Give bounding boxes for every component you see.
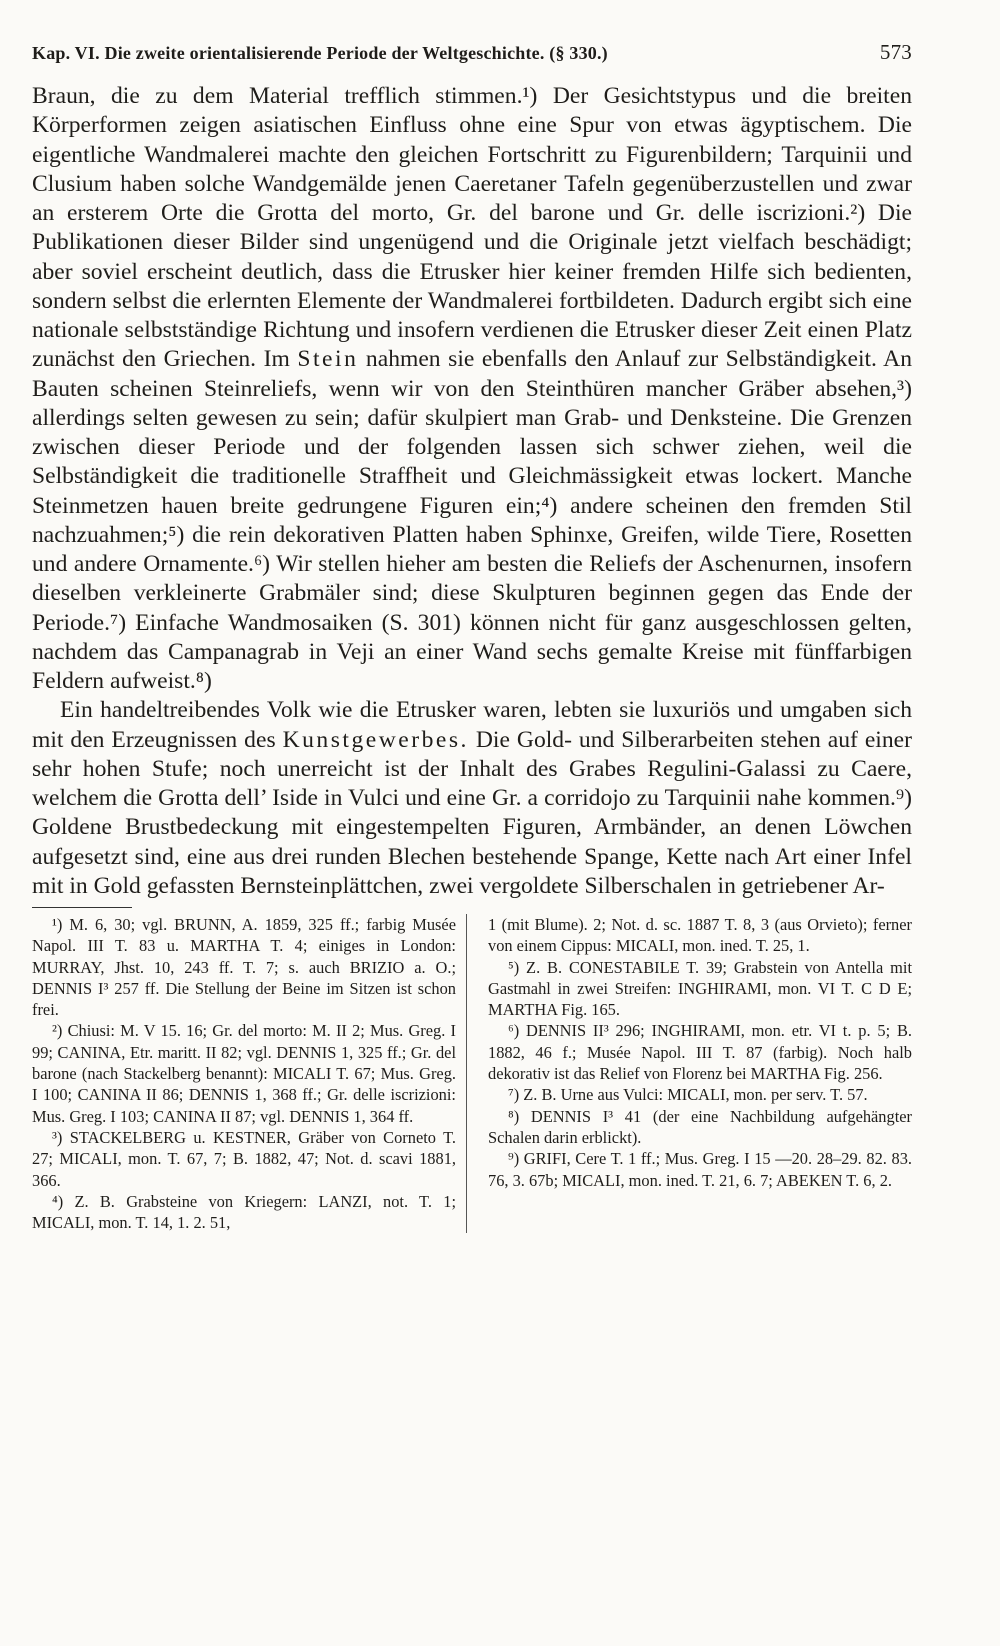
footnotes-left-column [32, 914, 467, 1233]
paragraph-1-stein-pre: Im [263, 346, 290, 373]
footnote-2: ²) Chiusi: M. V 15. 16; Gr. del morto: M. II 2; Mus. Greg. I 99; CANINA, Etr. maritt. II 82; vgl. DENNIS 1, 325 ff.; Gr. del barone (nach Stackelberg benannt): MICALI T. 67; Mus. Greg. I 100; CANINA II 86; DENNIS 1, 368 ff.; Gr. delle iscrizioni: Mus. Greg. I 103; CANINA II 87; vgl. DENNIS 1, 364 ff. [32, 1021, 456, 1126]
paragraph-1-text: Braun, die zu dem Material trefflich stimmen.¹) Der Gesichtstypus und die breiten Körperformen zeigen asiatischen Einfluss ohne eine Spur von etwas ägyptischem. Die eigentliche Wandmalerei machte den gleichen Fortschritt zu Figurenbildern; Tarquinii und Clusium haben solche Wandgemälde jenen Caeretaner Tafeln gegenüberzustellen und zwar an ersterem Orte die Grotta del morto, Gr. del barone und Gr. delle iscrizioni.²) Die Publikationen dieser Bilder sind ungenügend und die Originale jetzt vielfach beschädigt; aber soviel erscheint deutlich, dass die Etrusker hier keiner fremden Hilfe sich bedienten, sondern selbst die erlernten Elemente der Wandmalerei fortbildeten. Dadurch ergibt sich eine nationale selbstständige Richtung und insofern verdienen die Etrusker dieser Zeit einen Platz zunächst den Griechen. [32, 83, 912, 373]
running-header [32, 40, 912, 74]
main-text [32, 82, 912, 901]
emphasis-kunstgewerbe: Kunstgewerbes. [282, 726, 469, 753]
paragraph-2 [32, 696, 912, 901]
paragraph-2-pre: Ein handeltreibendes Volk wie die Etrusker waren, lebten sie luxuriös und umgaben sich mit den Erzeugnissen des [32, 697, 912, 753]
footnote-9: ⁹) GRIFI, Cere T. 1 ff.; Mus. Greg. I 15 —20. 28–29. 82. 83. 76, 3. 67b; MICALI, mon. ined. T. 21, 6. 7; ABEKEN T. 6, 2. [488, 1149, 912, 1190]
footnote-8: ⁸) DENNIS I³ 41 (der eine Nachbildung aufgehängter Schalen darin erblickt). [488, 1106, 912, 1147]
page-number: 573 [879, 40, 912, 64]
running-title: Kap. VI. Die zweite orientalisierende Periode der Weltgeschichte. (§ 330.) [32, 43, 608, 63]
footnote-4-continued: 1 (mit Blume). 2; Not. d. sc. 1887 T. 8, 3 (aus Orvieto); ferner von einem Cippus: MICALI, mon. ined. T. 25, 1. [488, 915, 912, 956]
emphasis-stein: Stein [297, 346, 359, 373]
paragraph-2-rest: Die Gold- und Silberarbeiten stehen auf einer sehr hohen Stufe; noch unerreicht ist der Inhalt des Grabes Regulini-Galassi zu Caere, welchem die Grotta dell’ Iside in Vulci und eine Gr. a corridojo zu Tarquinii nahe kommen.⁹) Goldene Brustbedeckung mit eingestempelten Figuren, Armbänder, an denen Löwchen aufgesetzt sind, eine aus drei runden Blechen bestehende Spange, Kette nach Art einer Infel mit in Gold gefassten Bernsteinplättchen, zwei vergoldete Silberschalen in getriebener Ar- [32, 726, 912, 899]
paragraph-1 [32, 82, 912, 696]
footnote-rule [32, 907, 132, 908]
footnote-4: ⁴) Z. B. Grabsteine von Kriegern: LANZI, not. T. 1; MICALI, mon. T. 14, 1. 2. 51, [32, 1191, 456, 1233]
footnote-6: ⁶) DENNIS II³ 296; INGHIRAMI, mon. etr. VI t. p. 5; B. 1882, 46 f.; Musée Napol. III T. 87 (farbig). Noch halb dekorativ ist das Relief von Florenz bei MARTHA Fig. 256. [488, 1021, 912, 1084]
book-page [32, 40, 912, 1233]
footnotes-right-column [488, 914, 912, 1233]
footnote-3: ³) STACKELBERG u. KESTNER, Gräber von Corneto T. 27; MICALI, mon. T. 67, 7; B. 1882, 47; Not. d. scavi 1881, 366. [32, 1127, 456, 1190]
footnote-5: ⁵) Z. B. CONESTABILE T. 39; Grabstein von Antella mit Gastmahl in zwei Streifen: INGHIRAMI, mon. VI T. C D E; MARTHA Fig. 165. [488, 957, 912, 1020]
footnotes [32, 914, 912, 1233]
paragraph-1-rest: nahmen sie ebenfalls den Anlauf zur Selbständigkeit. An Bauten scheinen Steinreliefs, wenn wir von den Steinthüren mancher Gräber absehen,³) allerdings selten gewesen zu sein; dafür skulpiert man Grab- und Denksteine. Die Grenzen zwischen dieser Periode und der folgenden lassen sich schwer ziehen, weil die Selbständigkeit die traditionelle Straffheit und Gleichmässigkeit etwas lockert. Manche Steinmetzen hauen breite gedrungene Figuren ein;⁴) andere scheinen den fremden Stil nachzuahmen;⁵) die rein dekorativen Platten haben Sphinxe, Greifen, wilde Tiere, Rosetten und andere Ornamente.⁶) Wir stellen hieher am besten die Reliefs der Aschenurnen, insofern dieselben verkleinerte Grabmäler sind; diese Skulpturen beginnen gegen das Ende der Periode.⁷) Einfache Wandmosaiken (S. 301) können nicht für ganz ausgeschlossen gelten, nachdem das Campanagrab in Veji an einer Wand sechs gemalte Kreise mit fünffarbigen Feldern aufweist.⁸) [32, 346, 913, 694]
footnote-7: ⁷) Z. B. Urne aus Vulci: MICALI, mon. per serv. T. 57. [508, 1085, 868, 1105]
footnote-1: ¹) M. 6, 30; vgl. BRUNN, A. 1859, 325 ff.; farbig Musée Napol. III T. 83 u. MARTHA T. 4; einiges in London: MURRAY, Jhst. 10, 243 ff. T. 7; s. auch BRIZIO a. O.; DENNIS I³ 257 ff. Die Stellung der Beine im Sitzen ist schon frei. [32, 915, 456, 1020]
